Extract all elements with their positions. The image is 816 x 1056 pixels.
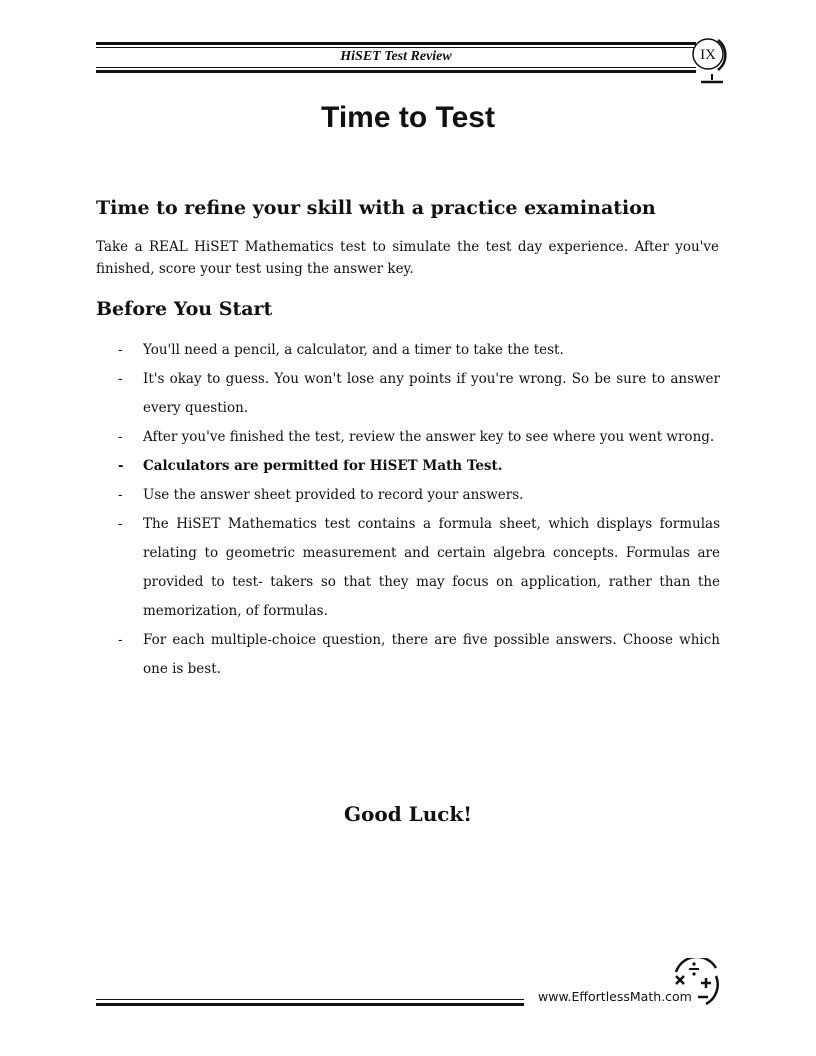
running-title: HiSET Test Review bbox=[340, 49, 452, 64]
list-item-text: Calculators are permitted for HiSET Math Test. bbox=[143, 458, 503, 474]
list-item bbox=[96, 336, 720, 365]
list-item bbox=[96, 452, 720, 481]
section-heading-before-you-start: Before You Start bbox=[96, 298, 273, 320]
list-item bbox=[96, 481, 720, 510]
bullet-dash: - bbox=[118, 371, 123, 387]
instruction-list bbox=[96, 336, 720, 684]
page-footer bbox=[96, 958, 726, 1014]
good-luck-text: Good Luck! bbox=[343, 802, 473, 826]
footer-url: www.EffortlessMath.com bbox=[538, 989, 692, 1004]
list-item-text: Use the answer sheet provided to record your answers. bbox=[143, 487, 524, 503]
list-item-text: You'll need a pencil, a calculator, and a timer to take the test. bbox=[143, 342, 564, 358]
footer-rule-thin bbox=[96, 999, 524, 1000]
list-item bbox=[96, 626, 720, 684]
list-item bbox=[96, 365, 720, 423]
list-item-text: It's okay to guess. You won't lose any points if you're wrong. So be sure to answer every question. bbox=[143, 371, 720, 416]
bullet-dash: - bbox=[118, 429, 123, 445]
list-item bbox=[96, 423, 720, 452]
list-item-text: After you've finished the test, review the answer key to see where you went wrong. bbox=[143, 429, 715, 445]
page-number-badge bbox=[692, 38, 734, 86]
bullet-dash: - bbox=[118, 458, 124, 474]
footer-rule bbox=[96, 1003, 524, 1006]
bullet-dash: - bbox=[118, 516, 123, 532]
list-item bbox=[96, 510, 720, 626]
list-item-text: For each multiple-choice question, there are five possible answers. Choose which one is best. bbox=[143, 632, 720, 677]
list-item-text: The HiSET Mathematics test contains a formula sheet, which displays formulas relating to geometric measurement and certain algebra concepts. Formulas are provided to test- takers so that they may focus on application, rather than the memorization, of formulas. bbox=[143, 516, 720, 619]
math-operators-icon bbox=[670, 958, 726, 1010]
intro-paragraph: Take a REAL HiSET Mathematics test to simulate the test day experience. After you've finished, score your test using the answer key. bbox=[96, 239, 719, 277]
header-rule-top bbox=[96, 42, 696, 45]
page-number: IX bbox=[700, 47, 716, 63]
bullet-dash: - bbox=[118, 487, 123, 503]
page-header bbox=[96, 42, 732, 90]
page-title: Time to Test bbox=[321, 101, 495, 134]
bullet-dash: - bbox=[118, 632, 123, 648]
bullet-dash: - bbox=[118, 342, 123, 358]
header-rule-bottom bbox=[96, 70, 696, 73]
section-heading-practice: Time to refine your skill with a practice examination bbox=[96, 197, 656, 219]
header-rule-top-thin bbox=[96, 47, 696, 48]
header-rule-bottom-thin bbox=[96, 67, 696, 68]
